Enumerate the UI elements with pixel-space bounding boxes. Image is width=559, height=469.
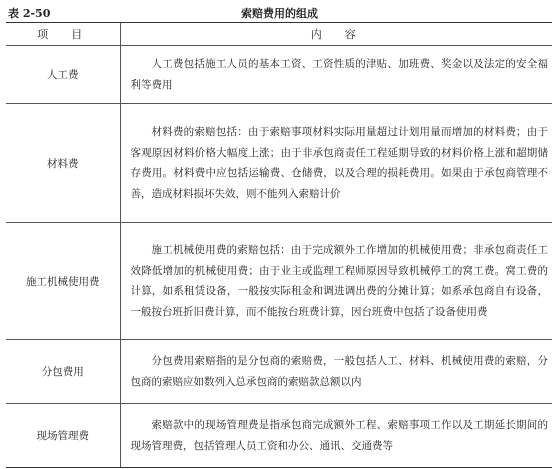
row-content-subcontract	[120, 340, 552, 404]
row-item-site-management: 现场管理费	[6, 404, 120, 468]
row-content-machinery	[120, 223, 552, 340]
cell-text: 人工费包括施工人员的基本工资、工资性质的津贴、加班费、奖金以及法定的安全福利等费用	[130, 58, 548, 91]
table-row	[6, 340, 552, 404]
row-content-labor	[120, 46, 552, 104]
header-item: 项 目	[6, 23, 120, 46]
table-row	[6, 104, 552, 223]
row-item-labor: 人工费	[6, 46, 120, 104]
cell-text: 材料费的索赔包括：由于索赔事项材料实际用量超过计划用量而增加的材料费；由于客观原因材料价格大幅度上涨；由于非承包商责任工程延期导致的材料价格上涨和超期储存费用。材料费中应包括运输费、仓储费，以及合理的损耗费用。如果由于承包商管理不善，造成材料损坏失效，则不能列入索赔计价	[130, 126, 548, 200]
row-item-subcontract: 分包费用	[6, 340, 120, 404]
cost-composition-table	[6, 22, 552, 468]
table-title: 索赔费用的组成	[241, 7, 318, 20]
table-number: 表 2-50	[8, 7, 51, 20]
cell-text: 施工机械使用费的索赔包括：由于完成额外工作增加的机械使用费；非承包商责任工效降低增加的机械使用费；由于业主或监理工程师原因导致机械停工的窝工费。窝工费的计算，如系租赁设备，一般按实际租金和调进调出费的分摊计算；如系承包商自有设备，一般按台班折旧费计算，而不能按台班费计算，因台班费中包括了设备使用费	[130, 244, 548, 318]
row-item-material: 材料费	[6, 104, 120, 223]
table-header-row	[6, 23, 552, 46]
cell-text: 索赔款中的现场管理费是指承包商完成额外工程、索赔事项工作以及工期延长期间的现场管理费，包括管理人员工资和办公、通讯、交通费等	[130, 419, 548, 452]
row-content-site-management	[120, 404, 552, 468]
table-row	[6, 46, 552, 104]
table-row	[6, 404, 552, 468]
row-content-material	[120, 104, 552, 223]
table-caption	[6, 5, 553, 21]
header-content: 内 容	[120, 23, 552, 46]
row-item-machinery: 施工机械使用费	[6, 223, 120, 340]
cell-text: 分包费用索赔指的是分包商的索赔费，一般包括人工、材料、机械使用费的索赔，分包商的索赔应如数列入总承包商的索赔款总额以内	[130, 355, 548, 388]
table-row	[6, 223, 552, 340]
